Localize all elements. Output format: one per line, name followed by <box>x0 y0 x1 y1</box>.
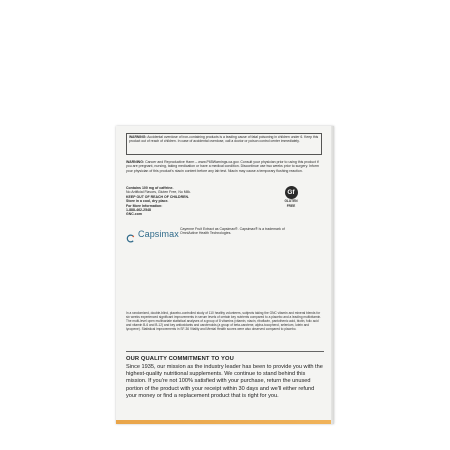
storage-notice: Store in a cool, dry place. <box>126 199 169 204</box>
website: GNC.com <box>126 212 142 217</box>
gluten-free-badge <box>278 186 304 208</box>
section-divider <box>126 351 324 352</box>
caffeine-notice: Contains 100 mg of caffeine. <box>126 186 174 190</box>
gluten-label-line2: FREE <box>286 203 296 208</box>
iron-warning-label: WARNING: <box>129 135 147 139</box>
bottom-color-stripe <box>116 420 334 424</box>
box-side-edge <box>331 126 334 424</box>
clinical-study-text: In a randomized, double-blind, placebo-controlled study of 110 healthy volunteers, subjects taking the GNC vitamin and mineral blends for six weeks experienced significant improvements in serum levels of certain key nutrients compared to a placebo and a leading multivitamin. The multi-level open multivariate statistical analyses of a group of 8 vitamins (vitamin, niacin, riboflavin, pantothenic acid, biotin, folic acid and vitamin B-6 and B-12) and key antioxidants and carotenoids (a group of beta-carotene, alpha-tocopherol, selenium, lutein and lycopene). Statistical improvements in SF-36 Vitality and Mental Health scores were also observed compared to placebo. <box>126 311 322 331</box>
phone-number: 1-888-462-2548 <box>126 208 151 213</box>
more-info-label: For More Information: <box>126 203 163 208</box>
caution-label: WARNING: <box>126 160 145 164</box>
capsimax-description: Cayenne Fruit Extract as Capsimax®. Capsimax® is a trademark of OmniActive Health Technologies. <box>180 227 285 236</box>
product-facts-block <box>126 186 266 217</box>
capsimax-brand-name: Capsimax <box>138 229 179 239</box>
capsimax-logo <box>126 229 179 239</box>
capsimax-mark-icon <box>126 230 135 239</box>
quality-commitment-title: OUR QUALITY COMMITMENT TO YOU <box>126 356 234 362</box>
product-box-back-panel <box>116 126 334 424</box>
gluten-label-line1: GLUTEN <box>284 199 298 203</box>
keep-out-notice: KEEP OUT OF REACH OF CHILDREN. <box>126 194 189 199</box>
iron-warning-text: Accidental overdose of iron-containing products is a leading cause of fatal poisoning in children under 6. Keep this product out of reach of children. In case of accidental overdose, call a doctor or poison control center immediately. <box>129 135 319 144</box>
quality-commitment-body: Since 1935, our mission as the industry leader has been to provide you with the highest-quality nutritional supplements. We continue to stand behind this mission. If you're not 100% satisfied with your purchase, return the unused portion of the product with your receipt within 30 days and we'll either refund your money or find a replacement product that is right for you. <box>126 364 323 399</box>
caution-paragraph <box>126 160 324 173</box>
free-from-notice: No Artificial Flavors, Gluten Free, No Milk. <box>126 190 191 195</box>
gluten-free-icon: Gf <box>285 186 298 199</box>
iron-warning-box <box>126 133 322 155</box>
caution-text: Cancer and Reproductive Harm – www.P65Warnings.ca.gov. Consult your physician prior to using this product if you are pregnant, nursing, taking medication or have a medical condition. Discontinue use two weeks prior to surgery. Inform your physician of this product's niacin content before any lab test. Niacin may cause a temporary flushing reaction. <box>126 160 319 173</box>
